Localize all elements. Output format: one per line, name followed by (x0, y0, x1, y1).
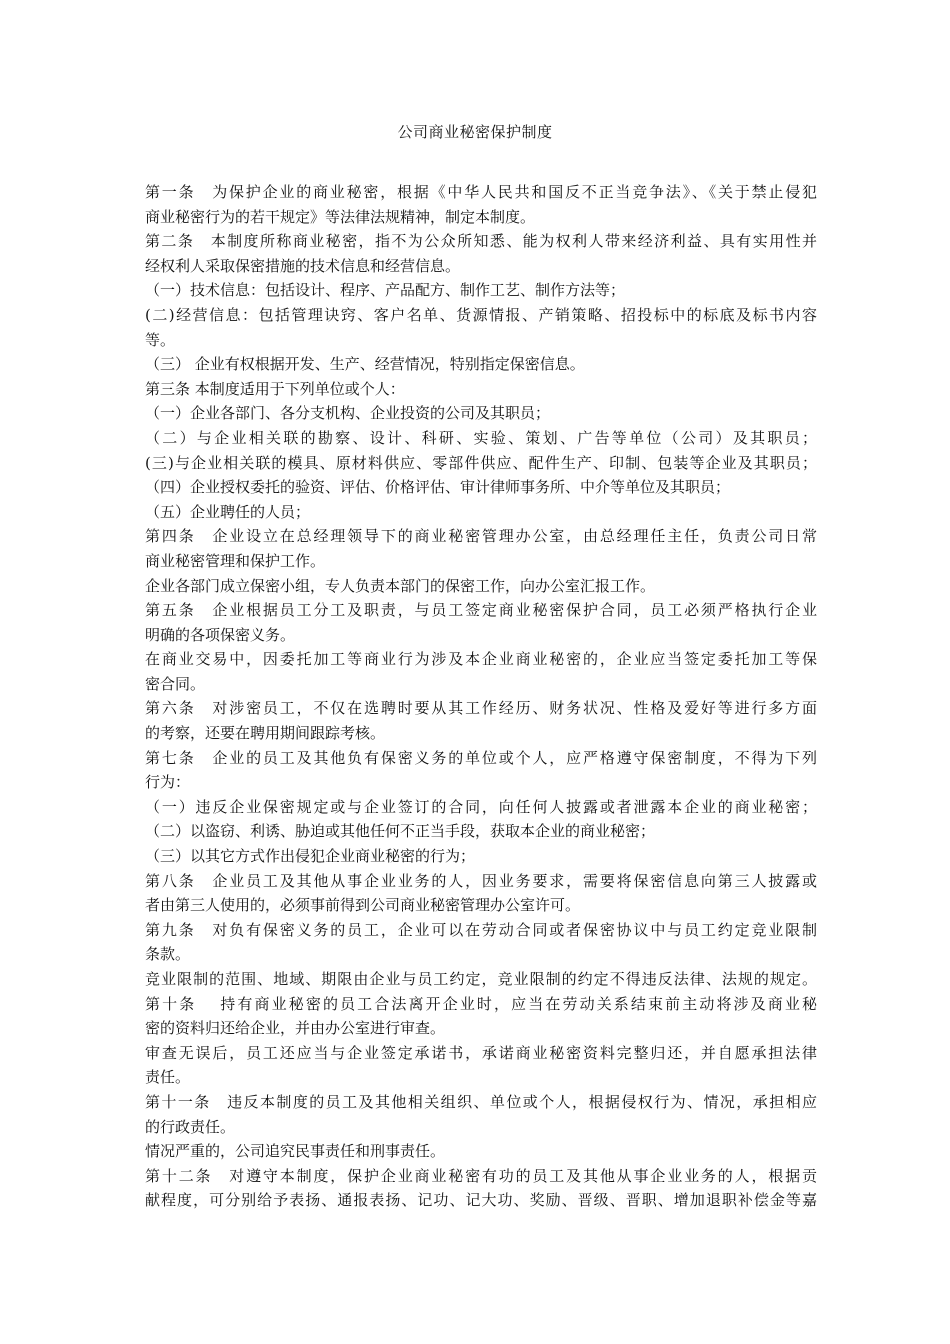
body-line: 情况严重的，公司追究民事责任和刑事责任。 (145, 1142, 446, 1161)
body-line: 竞业限制的范围、地域、期限由企业与员工约定，竞业限制的约定不得违反法律、法规的规定。 (145, 970, 817, 988)
body-line: 第十二条 对遵守本制度，保护企业商业秘密有功的员工及其他从事企业业务的人，根据贡 (145, 1166, 817, 1185)
body-line: 第四条 企业设立在总经理领导下的商业秘密管理办公室，由总经理任主任，负责公司日常 (145, 527, 817, 546)
body-line: 第八条 企业员工及其他从事企业业务的人，因业务要求，需要将保密信息向第三人披露或 (145, 871, 817, 890)
document-title: 公司商业秘密保护制度 (397, 123, 553, 141)
body-line: 第九条 对负有保密义务的员工，企业可以在劳动合同或者保密协议中与员工约定竞业限制 (145, 920, 817, 939)
body-line: （二）以盗窃、利诱、胁迫或其他任何不正当手段，获取本企业的商业秘密； (145, 822, 656, 841)
body-line: 商业秘密行为的若干规定》等法律法规精神，制定本制度。 (145, 207, 536, 226)
body-line: 条款。 (145, 945, 191, 964)
body-line: （五）企业聘任的人员； (145, 502, 311, 521)
body-line: 明确的各项保密义务。 (145, 625, 296, 644)
body-line: （三）以其它方式作出侵犯企业商业秘密的行为； (145, 847, 476, 866)
body-line: 商业秘密管理和保护工作。 (145, 551, 326, 570)
document-body (145, 180, 817, 1213)
body-line: 第七条 企业的员工及其他负有保密义务的单位或个人，应严格遵守保密制度，不得为下列 (145, 748, 817, 767)
body-line: 行为： (145, 773, 191, 792)
body-line: 第十一条 违反本制度的员工及其他相关组织、单位或个人，根据侵权行为、情况，承担相应 (145, 1092, 817, 1111)
body-line: 第三条 本制度适用于下列单位或个人： (145, 379, 405, 398)
body-line: 第十条 持有商业秘密的员工合法离开企业时，应当在劳动关系结束前主动将涉及商业秘 (145, 994, 817, 1013)
body-line: 审查无误后，员工还应当与企业签定承诺书，承诺商业秘密资料完整归还，并自愿承担法律 (145, 1043, 817, 1062)
body-line: 第一条 为保护企业的商业秘密，根据《中华人民共和国反不正当竞争法》、《关于禁止侵犯 (145, 183, 817, 201)
body-line: 经权利人采取保密措施的技术信息和经营信息。 (145, 256, 461, 275)
body-line: 在商业交易中，因委托加工等商业行为涉及本企业商业秘密的，企业应当签定委托加工等保 (145, 650, 817, 669)
body-line: 企业各部门成立保密小组，专人负责本部门的保密工作，向办公室汇报工作。 (145, 576, 656, 595)
body-line: （三） 企业有权根据开发、生产、经营情况，特别指定保密信息。 (145, 355, 585, 374)
body-line: （四）企业授权委托的验资、评估、价格评估、审计律师事务所、中介等单位及其职员； (145, 478, 731, 497)
body-line: 等。 (145, 330, 176, 349)
body-line: 第六条 对涉密员工，不仅在选聘时要从其工作经历、财务状况、性格及爱好等进行多方面 (145, 699, 817, 718)
body-line: 密合同。 (145, 674, 206, 693)
body-line: 密的资料归还给企业，并由办公室进行审查。 (145, 1019, 446, 1038)
body-line: 献程度，可分别给予表扬、通报表扬、记功、记大功、奖励、晋级、晋职、增加退职补偿金等嘉 (145, 1191, 817, 1210)
body-line: 第二条 本制度所称商业秘密，指不为公众所知悉、能为权利人带来经济利益、具有实用性并 (145, 232, 817, 251)
body-line: (二)经营信息：包括管理诀窍、客户名单、货源情报、产销策略、招投标中的标底及标书内容 (145, 305, 817, 324)
body-line: （一）企业各部门、各分支机构、企业投资的公司及其职员； (145, 404, 551, 423)
body-line: 责任。 (145, 1068, 191, 1087)
body-line: 的行政责任。 (145, 1117, 236, 1136)
body-line: （一）违反企业保密规定或与企业签订的合同，向任何人披露或者泄露本企业的商业秘密； (145, 797, 817, 816)
body-line: 的考察，还要在聘用期间跟踪考核。 (145, 724, 386, 743)
body-line: (三)与企业相关联的模具、原材料供应、零部件供应、配件生产、印制、包装等企业及其职员； (145, 453, 817, 472)
body-line: 第五条 企业根据员工分工及职责，与员工签定商业秘密保护合同，员工必须严格执行企业 (145, 601, 817, 620)
body-line: （一）技术信息：包括设计、程序、产品配方、制作工艺、制作方法等； (145, 281, 626, 300)
body-line: 者由第三人使用的，必须事前得到公司商业秘密管理办公室许可。 (145, 896, 581, 915)
body-line: （二）与企业相关联的勘察、设计、科研、实验、策划、广告等单位（公司）及其职员； (145, 428, 817, 447)
